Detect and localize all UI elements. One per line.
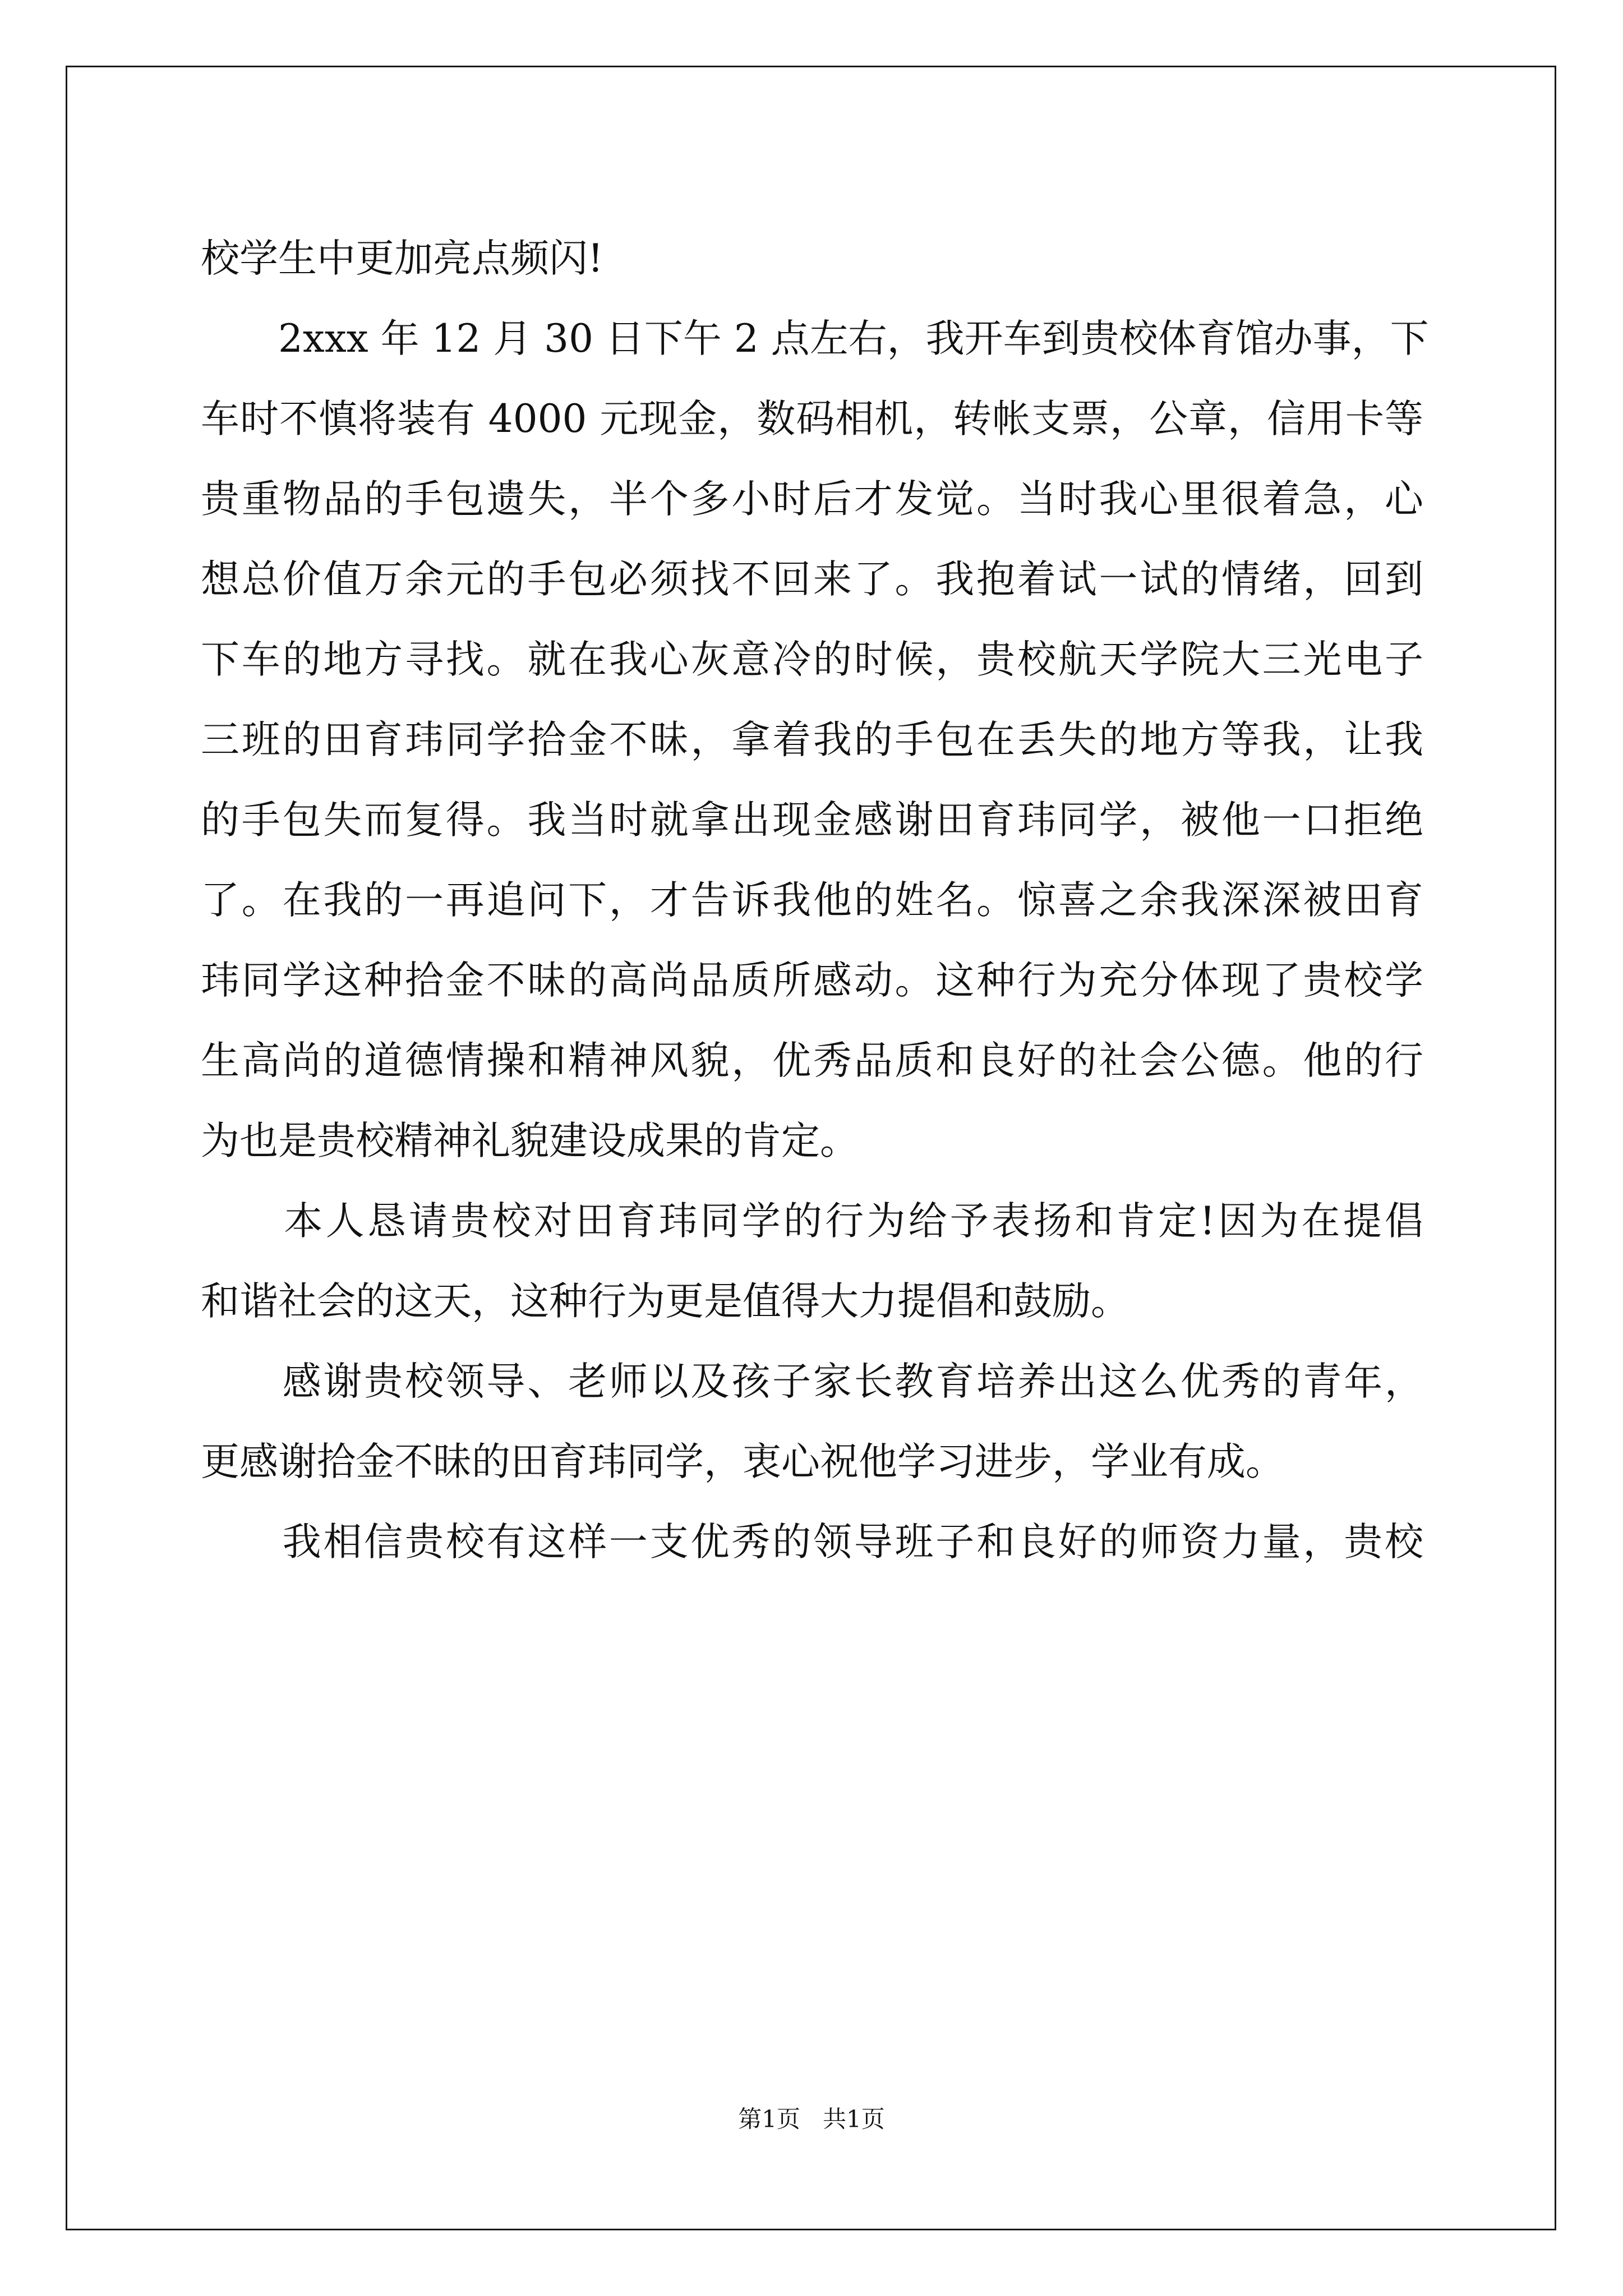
- text-line: 三班的田育玮同学拾金不昧，拿着我的手包在丢失的地方等我，让我: [201, 717, 1423, 762]
- text-line: 下车的地方寻找。就在我心灰意冷的时候，贵校航天学院大三光电子: [201, 637, 1423, 682]
- text-line: 2xxx 年 12 月 30 日下午 2 点左右，我开车到贵校体育馆办事，下: [201, 316, 1429, 361]
- text-line: 我相信贵校有这样一支优秀的领导班子和良好的师资力量，贵校: [201, 1520, 1423, 1565]
- text-line: 生高尚的道德情操和精神风貌，优秀品质和良好的社会公德。他的行: [201, 1038, 1423, 1083]
- text-line: 车时不慎将装有 4000 元现金，数码相机，转帐支票，公章，信用卡等: [201, 397, 1423, 441]
- text-line: 和谐社会的这天，这种行为更是值得大力提倡和鼓励。: [201, 1279, 1129, 1324]
- text-line: 校学生中更加亮点频闪!: [201, 236, 603, 281]
- page-number-footer: 第1页 共1页: [738, 2105, 885, 2133]
- text-line: 想总价值万余元的手包必须找不回来了。我抱着试一试的情绪，回到: [201, 557, 1423, 602]
- text-line: 了。在我的一再追问下，才告诉我他的姓名。惊喜之余我深深被田育: [201, 878, 1423, 923]
- text-line: 的手包失而复得。我当时就拿出现金感谢田育玮同学，被他一口拒绝: [201, 798, 1423, 843]
- text-line: 更感谢拾金不昧的田育玮同学，衷心祝他学习进步，学业有成。: [201, 1439, 1284, 1484]
- document-body: [201, 219, 1429, 1582]
- text-line: 感谢贵校领导、老师以及孩子家长教育培养出这么优秀的青年，: [201, 1359, 1423, 1404]
- text-line: 玮同学这种拾金不昧的高尚品质所感动。这种行为充分体现了贵校学: [201, 958, 1423, 1003]
- text-line: 贵重物品的手包遗失，半个多小时后才发觉。当时我心里很着急，心: [201, 477, 1423, 522]
- text-line: 本人恳请贵校对田育玮同学的行为给予表扬和肯定!因为在提倡: [201, 1199, 1423, 1244]
- text-line: 为也是贵校精神礼貌建设成果的肯定。: [201, 1119, 859, 1163]
